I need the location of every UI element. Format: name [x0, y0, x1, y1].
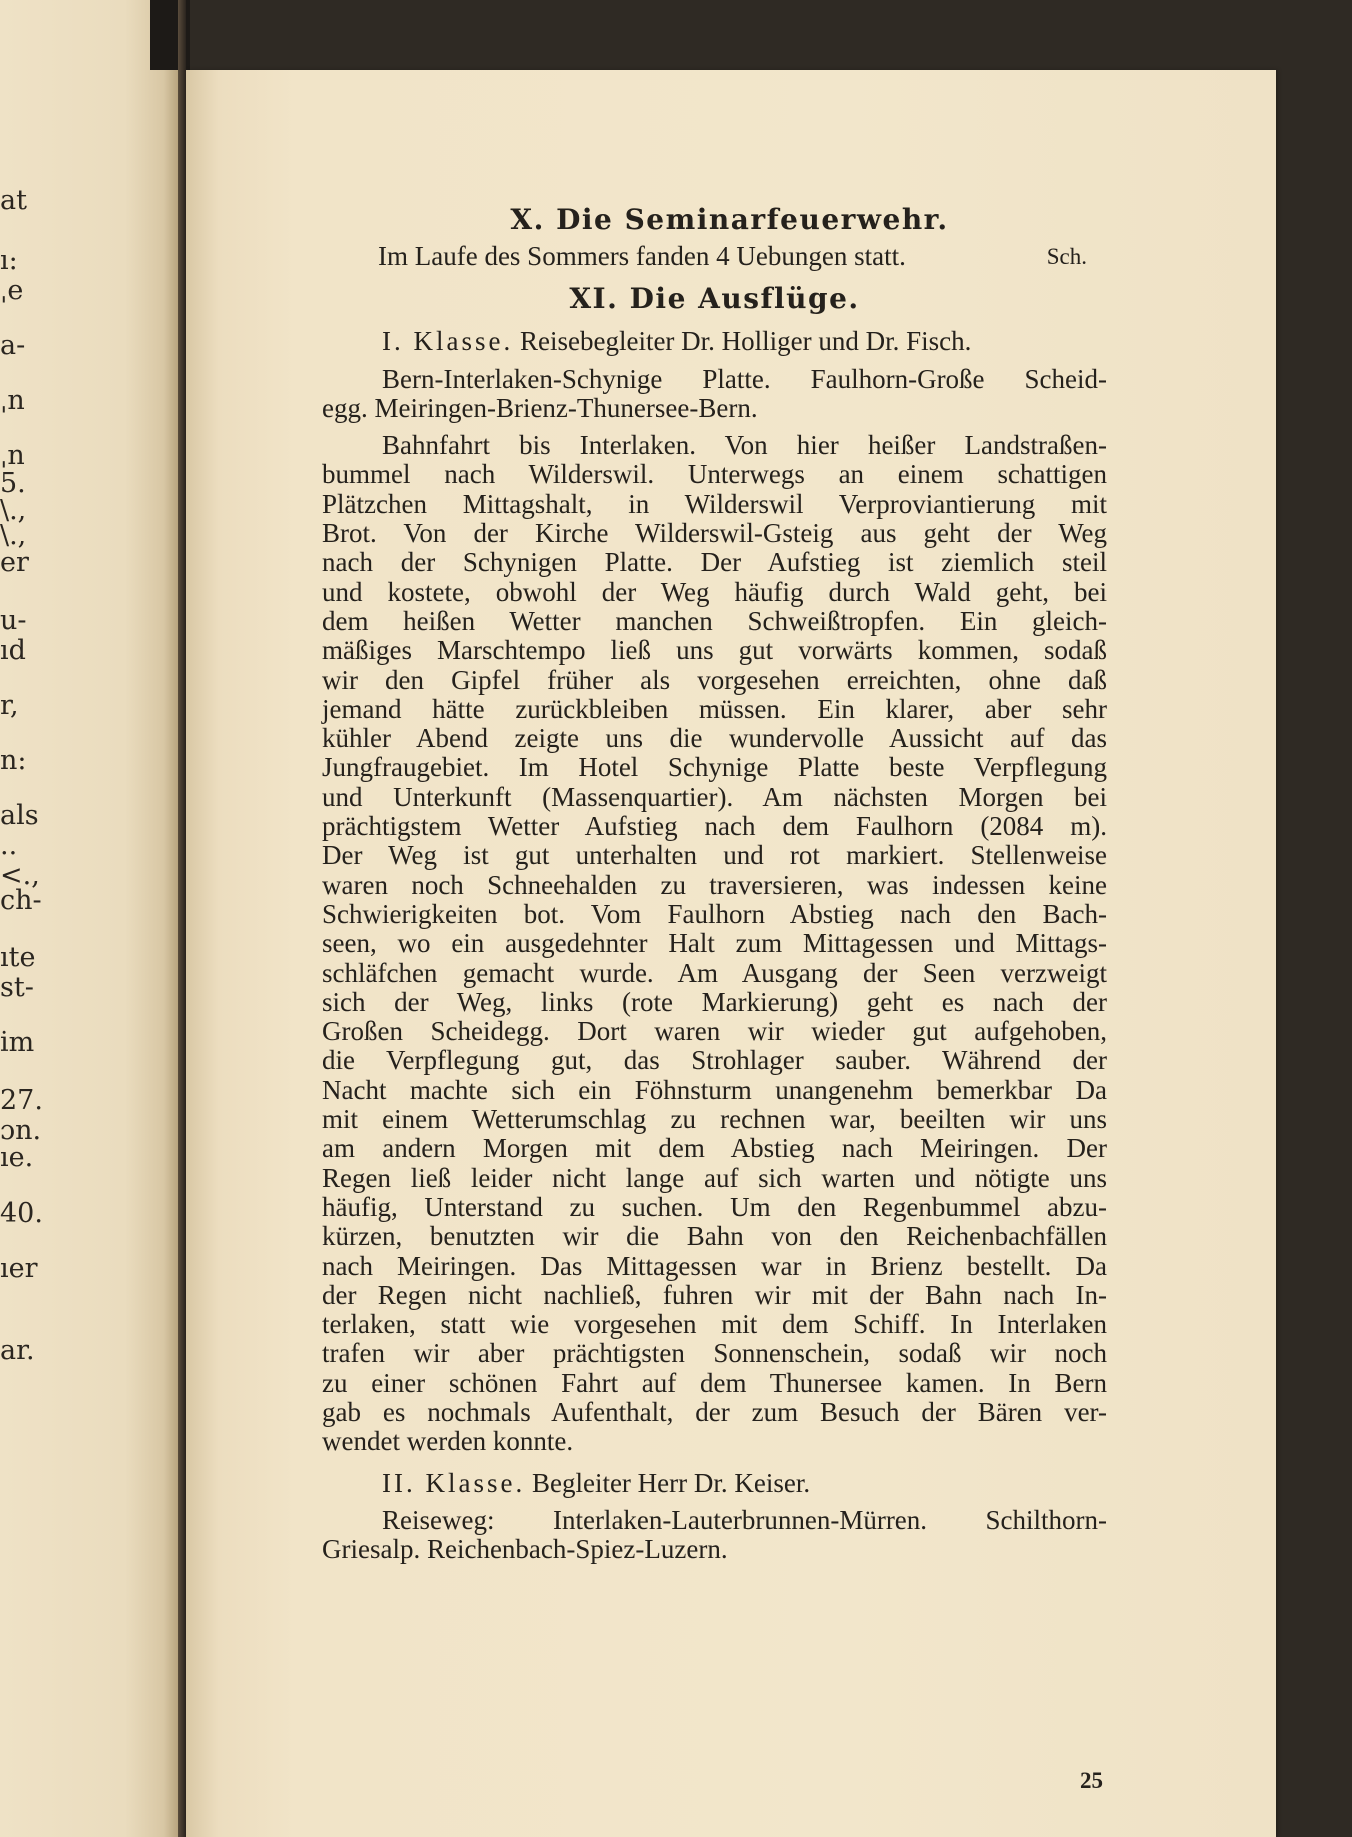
left-margin-fragment: n: — [0, 745, 27, 776]
section-10-heading: X. Die Seminarfeuerwehr. — [510, 203, 949, 236]
class-1-header — [322, 327, 1107, 356]
class-1-report-line: bummel nach Wilderswil. Unterwegs an einem schattigen — [322, 459, 1107, 490]
class-1-report-line: trafen wir aber prächtigsten Sonnenschein, sodaß wir noch — [322, 1338, 1107, 1369]
class-1-report-line: dem heißen Wetter manchen Schweißtropfen. Ein gleich- — [322, 605, 1107, 636]
left-margin-fragment: ı: — [0, 245, 18, 276]
class-2-header-line — [322, 1469, 1107, 1498]
class-1-report-line: Bahnfahrt bis Interlaken. Von hier heißer Landstraßen- — [382, 430, 1107, 461]
class-1-report-line: schläfchen gemacht wurde. Am Ausgang der Seen verzweigt — [322, 957, 1107, 988]
class-1-report-line: Jungfraugebiet. Im Hotel Schynige Platte beste Verpflegung — [322, 752, 1107, 783]
class-1-report-line: mäßiges Marschtempo ließ uns gut vorwärts kommen, sodaß — [322, 635, 1107, 666]
class-1-report-line: und kostete, obwohl der Weg häufig durch Wald geht, bei — [322, 576, 1107, 607]
class-1-report-line: nach Meiringen. Das Mittagessen war in Brienz bestellt. Da — [322, 1250, 1107, 1281]
class-1-report-line: am andern Morgen mit dem Abstieg nach Meiringen. Der — [322, 1133, 1107, 1164]
class-1-report-line: Plätzchen Mittagshalt, in Wilderswil Verproviantierung mit — [322, 488, 1107, 519]
class-1-route-line: Bern-Interlaken-Schynige Platte. Faulhorn-Große Scheid- — [382, 363, 1107, 394]
class-1-header-line — [322, 327, 1107, 356]
class-1-report-line: nach der Schynigen Platte. Der Aufstieg ist ziemlich steil — [322, 547, 1107, 578]
left-margin-fragment: r, — [0, 690, 19, 721]
class-1-report-line: der Regen nicht nachließ, fuhren wir mit der Bahn nach In- — [322, 1279, 1107, 1310]
left-margin-fragment: ˌe — [0, 275, 24, 306]
class-1-report-line: und Unterkunft (Massenquartier). Am nächsten Morgen bei — [322, 781, 1107, 812]
class-1-report-line: sich der Weg, links (rote Markierung) geht es nach der — [322, 986, 1107, 1017]
left-margin-fragment: er — [0, 547, 29, 578]
class-1-route — [322, 365, 1107, 424]
class-1-report-line: Regen ließ leider nicht lange auf sich warten und nötigte uns — [322, 1162, 1107, 1193]
class-1-report-line: die Verpflegung gut, das Strohlager sauber. Während der — [322, 1045, 1107, 1076]
class-2-leaders: Begleiter Herr Dr. Keiser. — [531, 1467, 811, 1498]
left-margin-fragment: ıer — [0, 1253, 38, 1284]
left-margin-fragment: .. — [0, 830, 18, 861]
left-margin-fragment: 5. — [0, 468, 26, 499]
left-margin-fragment: ɔn. — [0, 1115, 42, 1146]
section-10-text: Im Laufe des Sommers fanden 4 Uebungen statt. — [378, 241, 906, 271]
left-margin-fragment: 40. — [0, 1198, 43, 1229]
left-margin-fragment: ˌn — [0, 385, 25, 416]
class-2-route-label: Reiseweg: — [382, 1504, 495, 1535]
class-1-report-line: Großen Scheidegg. Dort waren wir wieder gut aufgehoben, — [322, 1016, 1107, 1047]
class-1-report-line: wir den Gipfel früher als vorgesehen erreichten, ohne daß — [322, 664, 1107, 695]
class-1-report-line: terlaken, statt wie vorgesehen mit dem Schiff. In Interlaken — [322, 1309, 1107, 1340]
class-1-report-line: seen, wo ein ausgedehnter Halt zum Mittagessen und Mittags- — [322, 928, 1107, 959]
class-1-report-line: zu einer schönen Fahrt auf dem Thunersee kamen. In Bern — [322, 1367, 1107, 1398]
class-2-route — [322, 1506, 1107, 1565]
left-page-margin-text — [0, 0, 178, 1837]
section-10-text-row — [322, 242, 1107, 271]
left-margin-fragment: <., — [0, 860, 40, 891]
class-1-report-line: häufig, Unterstand zu suchen. Um den Regenbummel abzu- — [322, 1191, 1107, 1222]
class-1-route-line: egg. Meiringen-Brienz-Thunersee-Bern. — [322, 392, 758, 423]
class-1-label: I. Klasse. — [382, 326, 514, 357]
left-margin-fragment: at — [0, 185, 27, 216]
class-1-report-line: kürzen, benutzten wir die Bahn von den Reichenbachfällen — [322, 1221, 1107, 1252]
class-1-report-line: mit einem Wetterumschlag zu rechnen war, beeilten wir uns — [322, 1104, 1107, 1135]
class-1-report-line: prächtigstem Wetter Aufstieg nach dem Faulhorn (2084 m). — [322, 811, 1107, 842]
class-2-header — [322, 1469, 1107, 1498]
left-margin-fragment: im — [0, 1027, 35, 1058]
left-margin-fragment: ˌn — [0, 440, 25, 471]
left-margin-fragment: u- — [0, 605, 27, 636]
left-margin-fragment: ıte — [0, 942, 36, 973]
left-margin-fragment: 27. — [0, 1085, 43, 1116]
left-margin-fragment: \., — [0, 520, 27, 551]
section-10-signature: Sch. — [1046, 244, 1087, 269]
class-1-report-line: wendet werden konnte. — [322, 1426, 574, 1457]
left-margin-fragment: ıe. — [0, 1142, 34, 1173]
class-1-report — [322, 431, 1107, 1456]
class-2-label: II. Klasse. — [382, 1467, 526, 1498]
class-1-report-line: Brot. Von der Kirche Wilderswil-Gsteig aus geht der Weg — [322, 518, 1107, 549]
left-margin-fragment: ar. — [0, 1335, 35, 1366]
class-1-report-line: gab es nochmals Aufenthalt, der zum Besuch der Bären ver- — [322, 1396, 1107, 1427]
section-11-heading: XI. Die Ausflüge. — [569, 282, 860, 316]
left-margin-fragment: ıd — [0, 635, 26, 666]
left-margin-fragment: ch- — [0, 885, 42, 916]
class-1-leaders: Reisebegleiter Dr. Holliger und Dr. Fisch. — [519, 326, 972, 357]
class-1-report-line: waren noch Schneehalden zu traversieren, was indessen keine — [322, 869, 1107, 900]
class-2-route-line-2: Griesalp. Reichenbach-Spiez-Luzern. — [322, 1534, 728, 1565]
class-1-report-line: Schwierigkeiten bot. Vom Faulhorn Abstieg nach den Bach- — [322, 898, 1107, 929]
left-margin-fragment: als — [0, 800, 39, 831]
class-1-report-line: jemand hätte zurückbleiben müssen. Ein klarer, aber sehr — [322, 693, 1107, 724]
left-margin-fragment: st- — [0, 972, 34, 1003]
class-1-report-line: kühler Abend zeigte uns die wundervolle Aussicht auf das — [322, 723, 1107, 754]
left-margin-fragment: a- — [0, 330, 26, 361]
book-spine — [178, 0, 186, 1837]
page-content — [322, 200, 1107, 1564]
class-1-report-line: Der Weg ist gut unterhalten und rot markiert. Stellenweise — [322, 840, 1107, 871]
left-margin-fragment: \., — [0, 495, 27, 526]
class-2-route-line-1: Reiseweg: Interlaken-Lauterbrunnen-Mürren. Schilthorn- — [382, 1504, 1108, 1535]
page-number: 25 — [1080, 1768, 1103, 1793]
class-1-report-line: Nacht machte sich ein Föhnsturm unangenehm bemerkbar Da — [322, 1074, 1107, 1105]
